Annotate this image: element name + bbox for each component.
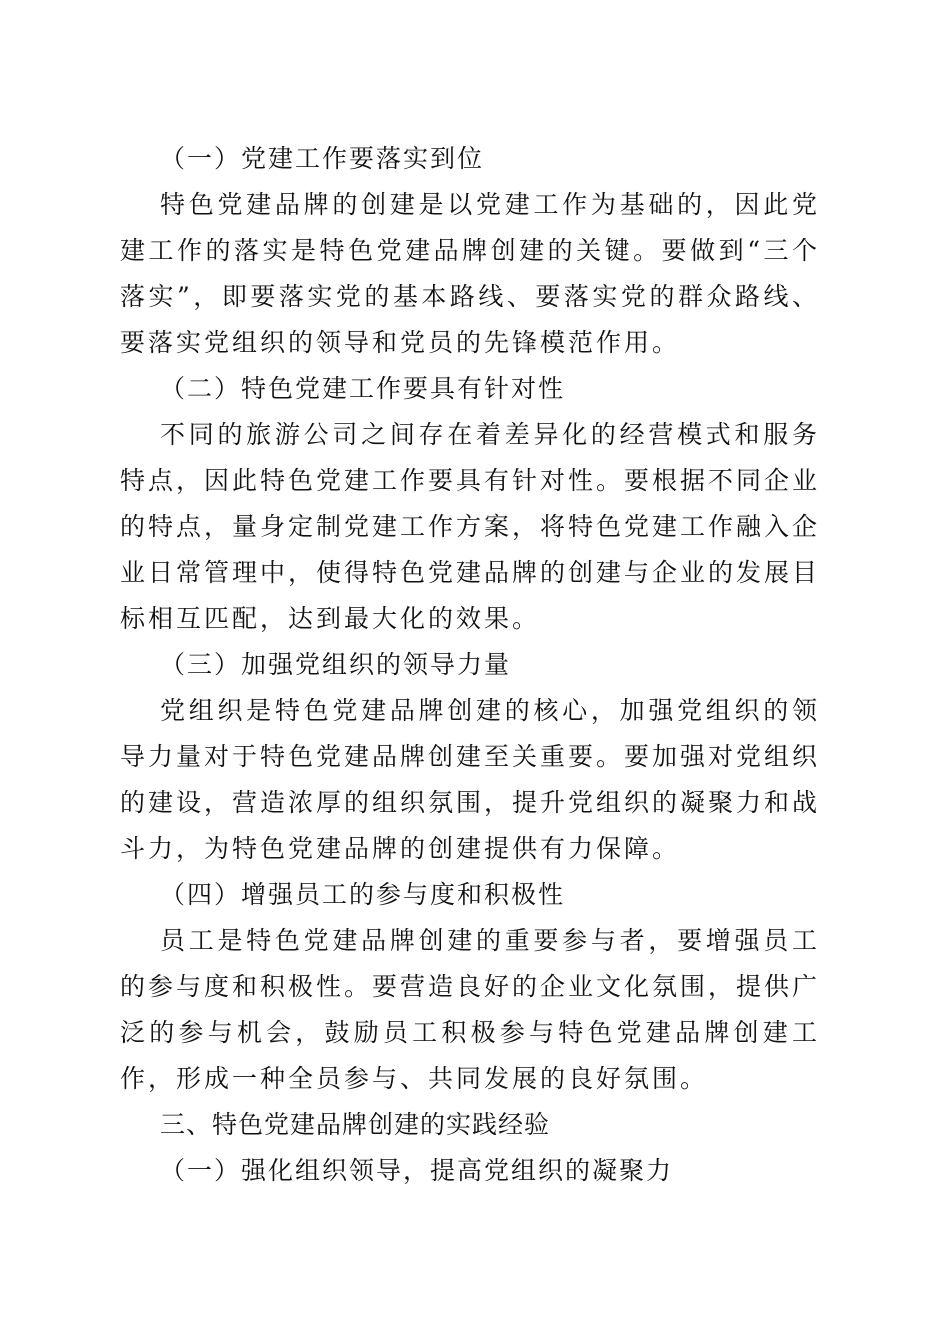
document-body: [120, 136, 820, 1194]
subheading-targeted-work: （二）特色党建工作要具有针对性: [160, 374, 566, 403]
subheading-leadership: （三）加强党组织的领导力量: [160, 650, 512, 679]
paragraph-leadership: 党组织是特色党建品牌创建的核心，加强党组织的领导力量对于特色党建品牌创建至关重要。要加强对党组织的建设，营造浓厚的组织氛围，提升党组织的凝聚力和战斗力，为特色党建品牌的创建提供有力保障。: [120, 696, 821, 863]
subheading-strengthen-leadership: （一）强化组织领导，提高党组织的凝聚力: [160, 1156, 674, 1185]
subheading-employee-participation: （四）增强员工的参与度和积极性: [160, 880, 566, 909]
section-heading-practice-experience: 三、特色党建品牌创建的实践经验: [160, 1110, 551, 1139]
paragraph-employee-participation: 员工是特色党建品牌创建的重要参与者，要增强员工的参与度和积极性。要营造良好的企业文化氛围，提供广泛的参与机会，鼓励员工积极参与特色党建品牌创建工作，形成一种全员参与、共同发展的良好氛围。: [120, 926, 821, 1093]
paragraph-targeted-work: 不同的旅游公司之间存在着差异化的经营模式和服务特点，因此特色党建工作要具有针对性。要根据不同企业的特点，量身定制党建工作方案，将特色党建工作融入企业日常管理中，使得特色党建品牌的创建与企业的发展目标相互匹配，达到最大化的效果。: [120, 420, 821, 633]
subheading-party-work-implementation: （一）党建工作要落实到位: [160, 144, 485, 173]
paragraph-implementation: 特色党建品牌的创建是以党建工作为基础的，因此党建工作的落实是特色党建品牌创建的关键。要做到“三个落实”，即要落实党的基本路线、要落实党的群众路线、要落实党组织的领导和党员的先锋模范作用。: [120, 190, 820, 357]
